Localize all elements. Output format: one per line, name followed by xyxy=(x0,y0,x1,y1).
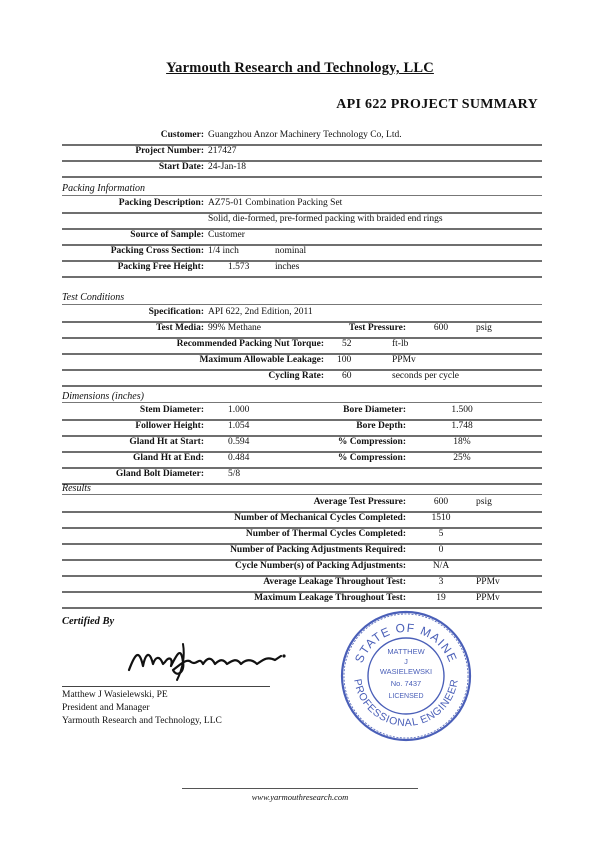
project-number-label: Project Number: xyxy=(135,146,204,156)
free-height-row xyxy=(62,260,542,278)
customer-value: Guangzhou Anzor Machinery Technology Co, Ltd. xyxy=(208,130,402,140)
footer-website: www.yarmouthresearch.com xyxy=(251,792,349,802)
mechanical-cycles-label: Number of Mechanical Cycles Completed: xyxy=(234,513,406,523)
compression-start-value: 18% xyxy=(453,437,471,447)
test-pressure-label: Test Pressure: xyxy=(348,323,406,333)
signer-role: President and Manager xyxy=(62,703,150,713)
max-leakage-value: 19 xyxy=(436,593,446,603)
torque-value: 52 xyxy=(342,339,352,349)
section-dimensions: Dimensions (inches) xyxy=(62,391,144,402)
start-date-label: Start Date: xyxy=(158,162,204,172)
max-leakage-label: Maximum Leakage Throughout Test: xyxy=(254,593,406,603)
gland-bolt-value: 5/8 xyxy=(228,469,241,479)
signer-company: Yarmouth Research and Technology, LLC xyxy=(62,716,222,726)
bore-diameter-label: Bore Diameter: xyxy=(343,405,406,415)
seal-line-5: LICENSED xyxy=(388,693,424,700)
bore-depth-label: Bore Depth: xyxy=(356,421,406,431)
free-height-value: 1.573 xyxy=(228,262,250,272)
specification-label: Specification: xyxy=(148,307,204,317)
bore-depth-value: 1.748 xyxy=(451,421,473,431)
section-packing-information: Packing Information xyxy=(62,183,146,194)
test-media-value: 99% Methane xyxy=(208,323,262,333)
seal-line-2: J xyxy=(404,657,408,666)
section-results: Results xyxy=(62,483,91,494)
allowable-leakage-value: 100 xyxy=(337,355,352,365)
compression-end-value: 25% xyxy=(453,453,471,463)
certified-by-heading: Certified By xyxy=(62,616,115,627)
gland-start-label: Gland Ht at Start: xyxy=(129,437,204,447)
stem-diameter-value: 1.000 xyxy=(228,405,250,415)
avg-leakage-value: 3 xyxy=(438,577,444,587)
section-test-conditions: Test Conditions xyxy=(62,292,125,303)
avg-pressure-unit: psig xyxy=(476,497,492,507)
compression-end-label: % Compression: xyxy=(337,453,406,463)
cross-section-note: nominal xyxy=(275,246,307,256)
bore-diameter-value: 1.500 xyxy=(451,405,473,415)
compression-start-label: % Compression: xyxy=(337,437,406,447)
free-height-unit: inches xyxy=(275,262,300,272)
packing-description-value: AZ75-01 Combination Packing Set xyxy=(208,198,343,208)
gland-end-value: 0.484 xyxy=(228,453,250,463)
adjustment-cycles-label: Cycle Number(s) of Packing Adjustments: xyxy=(235,561,406,571)
packing-description-label: Packing Description: xyxy=(118,198,204,208)
signature-line xyxy=(62,686,270,687)
torque-label: Recommended Packing Nut Torque: xyxy=(176,339,324,349)
follower-height-label: Follower Height: xyxy=(135,421,204,431)
customer-label: Customer: xyxy=(160,130,204,140)
cross-section-value: 1/4 inch xyxy=(208,246,239,256)
test-pressure-value: 600 xyxy=(433,323,449,333)
footer-divider xyxy=(182,788,418,789)
gland-end-label: Gland Ht at End: xyxy=(132,453,204,463)
avg-pressure-value: 600 xyxy=(433,497,449,507)
thermal-cycles-label: Number of Thermal Cycles Completed: xyxy=(245,529,406,539)
torque-unit: ft-lb xyxy=(392,339,409,349)
seal-line-3: WASIELEWSKI xyxy=(379,667,433,676)
test-media-label: Test Media: xyxy=(156,323,204,333)
seal-top-text: STATE OF MAINE xyxy=(352,620,460,665)
seal-line-4: No. 7437 xyxy=(390,679,422,688)
start-date-row xyxy=(62,160,542,178)
cycling-rate-label: Cycling Rate: xyxy=(268,371,324,381)
avg-leakage-label: Average Leakage Throughout Test: xyxy=(263,577,406,587)
packing-description-detail: Solid, die-formed, pre-formed packing with braided end rings xyxy=(208,214,443,224)
stem-diameter-label: Stem Diameter: xyxy=(139,405,204,415)
max-leakage-unit: PPMv xyxy=(476,593,500,603)
cycling-rate-value: 60 xyxy=(342,371,352,381)
document-title: API 622 PROJECT SUMMARY xyxy=(336,97,538,112)
avg-leakage-unit: PPMv xyxy=(476,577,500,587)
gland-bolt-label: Gland Bolt Diameter: xyxy=(115,469,204,479)
free-height-label: Packing Free Height: xyxy=(117,262,204,272)
avg-pressure-label: Average Test Pressure: xyxy=(313,497,406,507)
adjustments-label: Number of Packing Adjustments Required: xyxy=(230,545,406,555)
cycling-rate-row xyxy=(62,369,542,387)
professional-engineer-seal xyxy=(338,608,474,744)
allowable-leakage-label: Maximum Allowable Leakage: xyxy=(199,355,324,365)
seal-line-1: MATTHEW xyxy=(387,647,425,656)
test-pressure-unit: psig xyxy=(476,323,492,333)
project-number-value: 217427 xyxy=(208,146,237,156)
start-date-value: 24-Jan-18 xyxy=(208,162,246,172)
source-value: Customer xyxy=(208,230,245,240)
specification-value: API 622, 2nd Edition, 2011 xyxy=(208,307,313,317)
seal-bottom-text: PROFESSIONAL ENGINEER xyxy=(351,677,461,730)
signer-name: Matthew J Wasielewski, PE xyxy=(62,690,168,700)
mechanical-cycles-value: 1510 xyxy=(431,513,451,523)
max-leakage-row xyxy=(62,591,542,609)
adjustment-cycles-value: N/A xyxy=(432,561,450,571)
adjustments-value: 0 xyxy=(438,545,444,555)
thermal-cycles-value: 5 xyxy=(438,529,444,539)
cycling-rate-unit: seconds per cycle xyxy=(392,371,459,381)
source-label: Source of Sample: xyxy=(130,230,204,240)
cross-section-label: Packing Cross Section: xyxy=(110,246,204,256)
follower-height-value: 1.054 xyxy=(228,421,250,431)
company-title: Yarmouth Research and Technology, LLC xyxy=(166,60,434,76)
gland-bolt-row xyxy=(62,467,542,485)
allowable-leakage-unit: PPMv xyxy=(392,355,416,365)
signature xyxy=(125,636,295,682)
gland-start-value: 0.594 xyxy=(228,437,250,447)
